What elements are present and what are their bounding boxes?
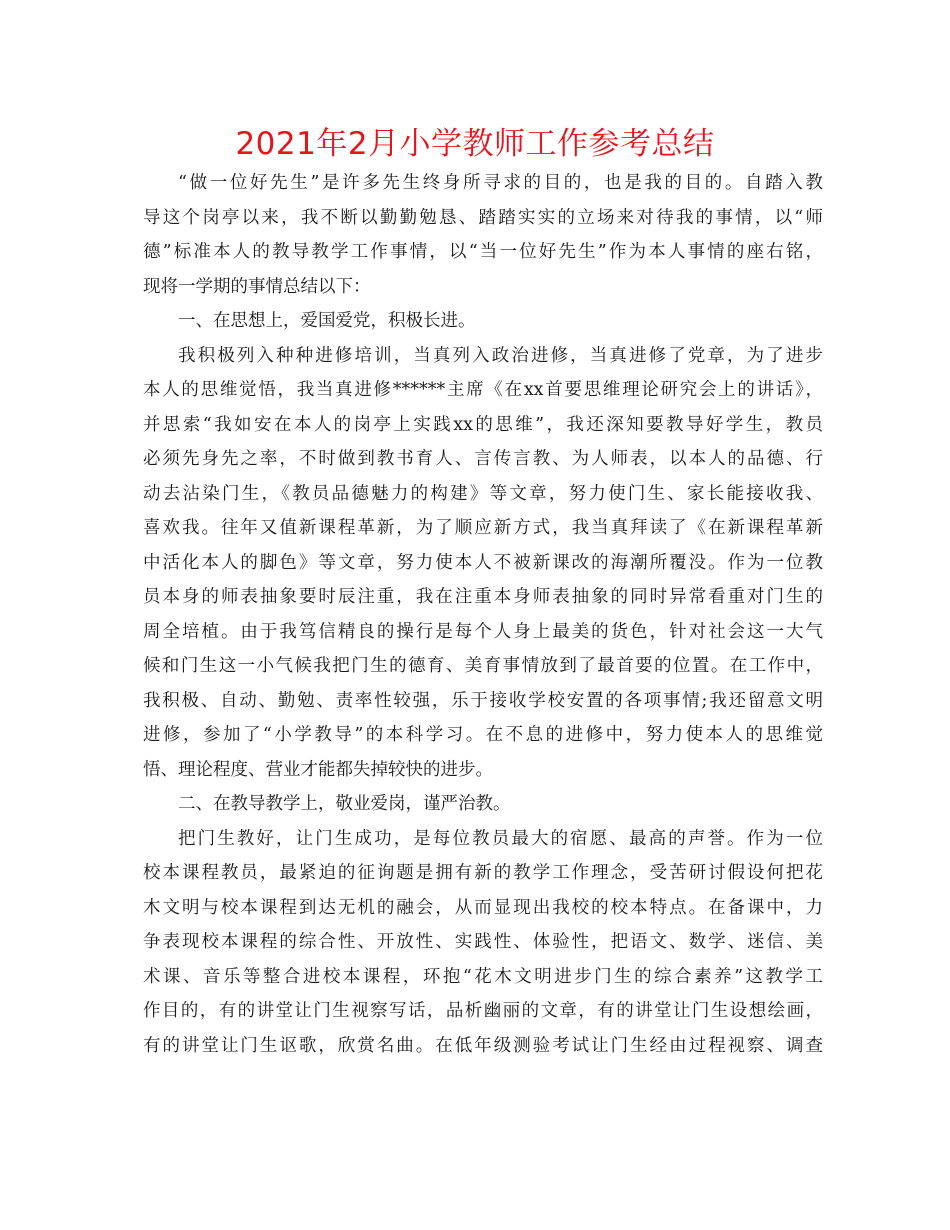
body-line: 我积极、自动、勤勉、责率性较强，乐于接收学校安置的各项事情;我还留意文明: [143, 690, 823, 711]
body-line: 动去沾染门生，《教员品德魅力的构建》等文章，努力使门生、家长能接收我、: [143, 483, 823, 504]
body-line: 员本身的师表抽象要时辰注重，我在注重本身师表抽象的同时异常看重对门生的: [143, 587, 823, 607]
body-line: 我积极列入种种进修培训，当真列入政治进修，当真进修了党章，为了进步: [178, 345, 823, 366]
body-line: 导这个岗亭以来，我不断以勤勤勉恳、踏踏实实的立场来对待我的事情，以“师: [143, 207, 823, 228]
body-line: 校本课程教员，最紧迫的征询题是拥有新的教学工作理念，受苦研讨假设何把花: [143, 863, 823, 883]
body-line: 中活化本人的脚色》等文章，努力使本人不被新课改的海潮所覆没。作为一位教: [143, 552, 823, 573]
body-line: 二、在教导教学上，敬业爱岗，谨严治教。: [178, 794, 511, 814]
body-line: 并思索“我如安在本人的岗亭上实践xx的思维”，我还深知要教导好学生，教员: [143, 414, 823, 435]
document-body: [143, 166, 823, 1063]
body-line: 争表现校本课程的综合性、开放性、实践性、体验性，把语文、数学、迷信、美: [143, 932, 823, 952]
body-line: 有的讲堂让门生讴歌，欣赏名曲。在低年级测验考试让门生经由过程视察、调查: [143, 1035, 823, 1056]
body-line: 本人的思维觉悟，我当真进修******主席《在xx首要思维理论研究会上的讲话》，: [143, 380, 823, 400]
body-line: 周全培植。由于我笃信精良的操行是每个人身上最美的货色，针对社会这一大气: [143, 621, 823, 642]
body-line: 术课、音乐等整合进校本课程，环抱“花木文明进步门生的综合素养”这教学工: [143, 966, 823, 987]
body-line: “做一位好先生”是许多先生终身所寻求的目的，也是我的目的。自踏入教: [178, 173, 823, 193]
body-line: 作目的，有的讲堂让门生视察写话，品析幽丽的文章，有的讲堂让门生设想绘画，: [143, 1001, 823, 1021]
body-line: 木文明与校本课程到达无机的融会，从而显现出我校的校本特点。在备课中，力: [143, 897, 823, 918]
body-line: 喜欢我。往年又值新课程革新，为了顺应新方式，我当真拜读了《在新课程革新: [143, 518, 823, 538]
document-title: 2021年2月小学教师工作参考总结: [235, 126, 715, 162]
body-line: 一、在思想上，爱国爱党，积极长进。: [178, 311, 476, 331]
body-line: 把门生教好，让门生成功，是每位教员最大的宿愿、最高的声誉。作为一位: [178, 828, 823, 849]
body-line: 必须先身先之率，不时做到教书育人、言传言教、为人师表，以本人的品德、行: [143, 449, 823, 469]
body-line: 德”标准本人的教导教学工作事情，以“当一位好先生”作为本人事情的座右铭，: [143, 242, 823, 262]
body-line: 悟、理论程度、营业才能都失掉较快的进步。: [143, 759, 493, 780]
body-line: 候和门生这一小气候我把门生的德育、美育事情放到了最首要的位置。在工作中，: [143, 656, 823, 676]
body-line: 现将一学期的事情总结以下：: [143, 276, 371, 297]
body-line: 进修，参加了“小学教导”的本科学习。在不息的进修中，努力使本人的思维觉: [143, 725, 823, 745]
